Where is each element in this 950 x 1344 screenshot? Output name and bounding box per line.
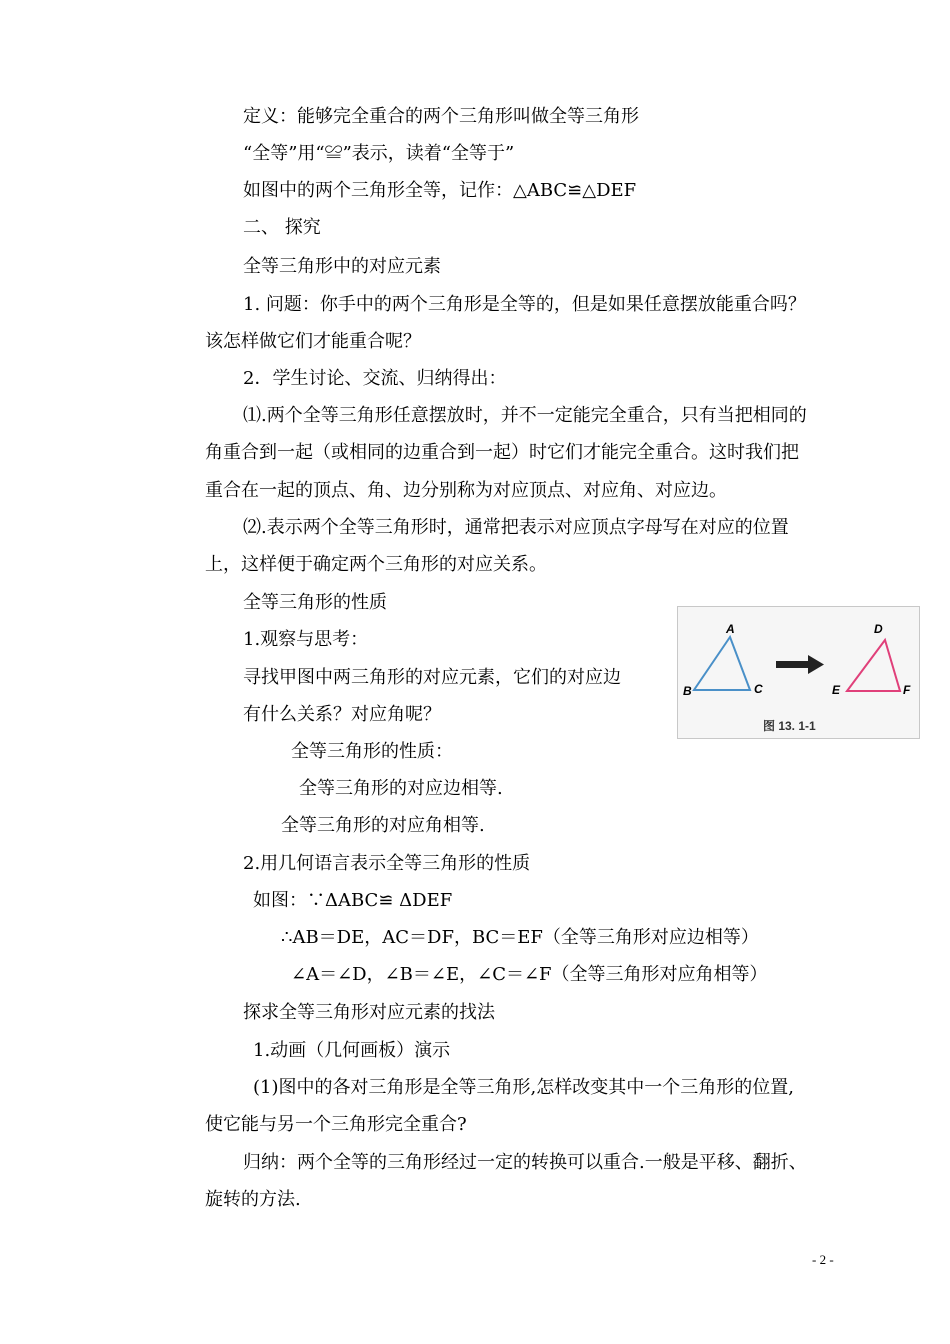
- triangle-abc: [694, 637, 750, 690]
- paragraph-line: 1.观察与思考：: [243, 629, 369, 650]
- paragraph-line: 归纳：两个全等的三角形经过一定的转换可以重合.一般是平移、翻折、: [243, 1152, 807, 1173]
- paragraph-line: 2．学生讨论、交流、归纳得出：: [243, 368, 507, 389]
- definition-line: 定义：能够完全重合的两个三角形叫做全等三角形: [243, 106, 639, 127]
- right-arrow-icon: [776, 655, 824, 674]
- paragraph-line: ⑵.表示两个全等三角形时，通常把表示对应顶点字母写在对应的位置: [243, 517, 789, 538]
- paragraph-line: ∠A＝∠D，∠B＝∠E，∠C＝∠F（全等三角形对应角相等）: [291, 964, 768, 985]
- notation-line: “全等”用“≌”表示，读着“全等于”: [243, 143, 515, 164]
- paragraph-line: 全等三角形的对应角相等.: [281, 815, 485, 836]
- paragraph-line: 全等三角形的对应边相等.: [299, 778, 503, 799]
- paragraph-line: 如图：∵ΔABC≌ ΔDEF: [253, 890, 453, 911]
- label-f: F: [903, 683, 911, 697]
- label-d: D: [874, 622, 883, 636]
- paragraph-line: 旋转的方法.: [205, 1189, 301, 1210]
- paragraph-line: 全等三角形的性质：: [291, 741, 453, 762]
- paragraph-line: 1.动画（几何画板）演示: [253, 1040, 451, 1061]
- paragraph-line: 该怎样做它们才能重合呢？: [205, 331, 421, 352]
- page-number: - 2 -: [812, 1252, 834, 1267]
- subheading: 全等三角形的性质: [243, 592, 387, 613]
- figure-caption: 图 13. 1-1: [763, 719, 816, 733]
- paragraph-line: 角重合到一起（或相同的边重合到一起）时它们才能完全重合。这时我们把: [205, 442, 799, 463]
- label-e: E: [832, 683, 841, 697]
- triangle-figure: [677, 606, 920, 739]
- example-line: 如图中的两个三角形全等，记作：△ABC≌△DEF: [243, 180, 637, 201]
- subheading: 全等三角形中的对应元素: [243, 256, 441, 277]
- label-a: A: [726, 622, 735, 636]
- paragraph-line: 1. 问题：你手中的两个三角形是全等的，但是如果任意摆放能重合吗？: [243, 294, 806, 315]
- paragraph-line: ⑴.两个全等三角形任意摆放时，并不一定能完全重合，只有当把相同的: [243, 405, 807, 426]
- paragraph-line: 寻找甲图中两三角形的对应元素，它们的对应边: [243, 667, 621, 688]
- figure-graphic: [678, 607, 919, 738]
- paragraph-line: 上，这样便于确定两个三角形的对应关系。: [205, 554, 547, 575]
- paragraph-line: ∴AB＝DE，AC＝DF，BC＝EF（全等三角形对应边相等）: [281, 927, 759, 948]
- section-heading: 二、 探究: [243, 217, 321, 238]
- paragraph-line: 重合在一起的顶点、角、边分别称为对应顶点、对应角、对应边。: [205, 480, 727, 501]
- paragraph-line: (1)图中的各对三角形是全等三角形,怎样改变其中一个三角形的位置,: [253, 1077, 794, 1098]
- triangle-def: [847, 640, 900, 691]
- paragraph-line: 使它能与另一个三角形完全重合?: [205, 1114, 467, 1135]
- paragraph-line: 有什么关系？对应角呢？: [243, 704, 441, 725]
- paragraph-line: 2.用几何语言表示全等三角形的性质: [243, 853, 531, 874]
- label-b: B: [683, 684, 692, 698]
- label-c: C: [754, 682, 763, 696]
- subheading: 探求全等三角形对应元素的找法: [243, 1002, 495, 1023]
